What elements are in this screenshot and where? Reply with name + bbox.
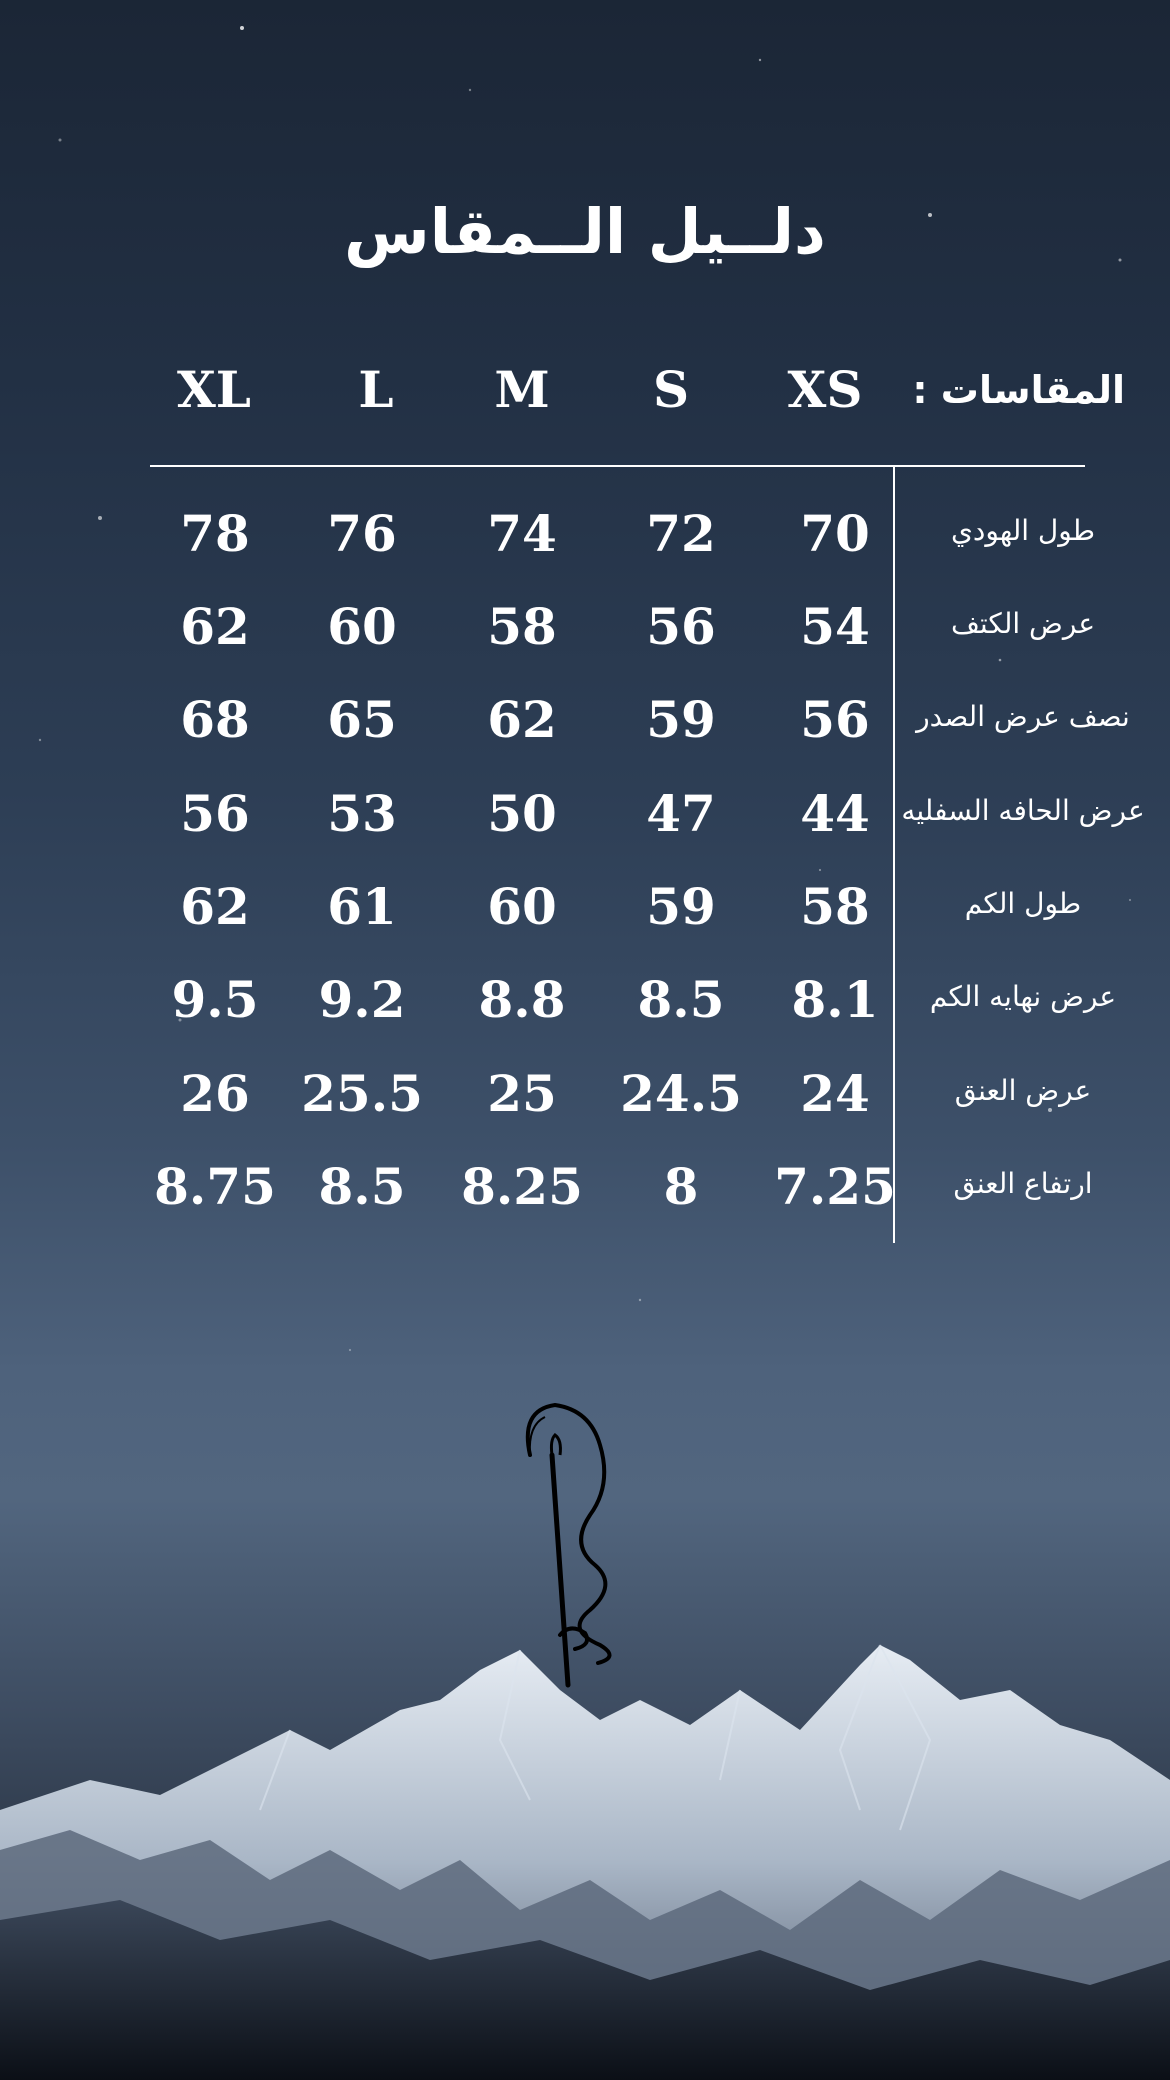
table-cell: 72 [646, 504, 716, 563]
row-label: عرض الكتف [950, 607, 1096, 640]
table-cell: 50 [487, 784, 557, 843]
row-label: طول الهودي [950, 514, 1096, 547]
header-divider [150, 465, 1085, 467]
table-cell: 58 [487, 597, 557, 656]
row-label: ارتفاع العنق [953, 1167, 1093, 1200]
table-cell: 8.1 [791, 970, 879, 1029]
table-cell: 78 [180, 504, 250, 563]
row-label: عرض العنق [954, 1074, 1092, 1107]
size-header-xl: XL [177, 360, 251, 419]
mountain-range [0, 1630, 1170, 2080]
table-cell: 59 [646, 877, 716, 936]
sizes-label: المقاسات : [912, 368, 1125, 412]
table-cell: 8.5 [637, 970, 725, 1029]
page-title: دلــيل الــمقاس [344, 195, 826, 268]
table-cell: 74 [487, 504, 557, 563]
table-cell: 59 [646, 690, 716, 749]
table-cell: 58 [800, 877, 870, 936]
table-cell: 8 [663, 1157, 699, 1216]
table-cell: 62 [180, 597, 250, 656]
table-cell: 8.8 [478, 970, 566, 1029]
table-cell: 25 [487, 1064, 557, 1123]
table-cell: 56 [800, 690, 870, 749]
row-label: طول الكم [964, 887, 1082, 920]
table-cell: 61 [327, 877, 397, 936]
size-header-m: M [494, 360, 550, 419]
table-cell: 24.5 [620, 1064, 742, 1123]
table-cell: 9.2 [318, 970, 406, 1029]
table-cell: 68 [180, 690, 250, 749]
table-cell: 56 [646, 597, 716, 656]
table-cell: 8.75 [154, 1157, 276, 1216]
table-cell: 56 [180, 784, 250, 843]
size-header-s: S [652, 360, 690, 419]
table-cell: 9.5 [171, 970, 259, 1029]
table-cell: 60 [487, 877, 557, 936]
row-label: نصف عرض الصدر [916, 700, 1130, 733]
row-label: عرض نهايه الكم [929, 980, 1117, 1013]
table-cell: 65 [327, 690, 397, 749]
table-cell: 62 [487, 690, 557, 749]
size-header-l: L [358, 360, 394, 419]
table-cell: 26 [180, 1064, 250, 1123]
table-cell: 44 [800, 784, 870, 843]
table-cell: 25.5 [301, 1064, 423, 1123]
table-cell: 60 [327, 597, 397, 656]
table-cell: 24 [800, 1064, 870, 1123]
table-cell: 8.5 [318, 1157, 406, 1216]
table-cell: 62 [180, 877, 250, 936]
table-cell: 53 [327, 784, 397, 843]
row-label: عرض الحافه السفليه [901, 794, 1145, 827]
label-divider [893, 467, 895, 1243]
size-header-xs: XS [787, 360, 863, 419]
table-cell: 54 [800, 597, 870, 656]
table-cell: 47 [646, 784, 716, 843]
table-cell: 76 [327, 504, 397, 563]
table-cell: 70 [800, 504, 870, 563]
table-cell: 7.25 [774, 1157, 896, 1216]
table-cell: 8.25 [461, 1157, 583, 1216]
